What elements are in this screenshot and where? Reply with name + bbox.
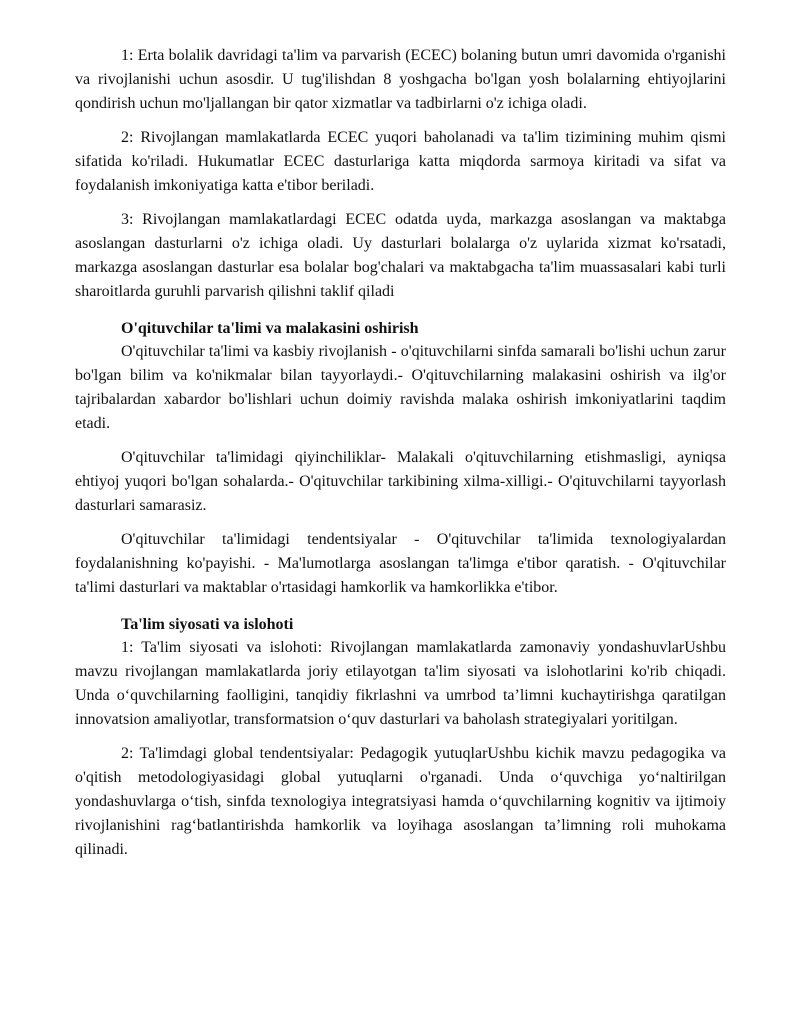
paragraph-teacher-development: O'qituvchilar ta'limi va kasbiy rivojlanish - o'qituvchilarni sinfda samarali bo'lishi uchun zarur bo'lgan bilim va ko'nikmalar bilan tayyorlaydi.- O'qituvchilarning malakasini oshirish va ilg'or tajribalardan xabardor bo'lishlari uchun doimiy ravishda malaka oshirish imkoniyatlarini taqdim etadi. bbox=[75, 343, 726, 432]
paragraph-global-trends: 2: Ta'limdagi global tendentsiyalar: Pedagogik yutuqlarUshbu kichik mavzu pedagogika va o'qitish metodologiyasidagi global yutuqlarni o'rganadi. Unda o‘quvchiga yo‘naltirilgan yondashuvlarga o‘tish, sinfda texnologiya integratsiyasi hamda o‘quvchilarning kognitiv va ijtimoiy rivojlanishini rag‘batlantirishda hamkorlik va loyihaga asoslangan ta’limning roli muhokama qilinadi. bbox=[75, 745, 726, 858]
paragraph-teacher-trends: O'qituvchilar ta'limidagi tendentsiyalar - O'qituvchilar ta'limida texnologiyalardan foydalanishning ko'payishi. - Ma'lumotlarga asoslangan ta'limga e'tibor qaratish. - O'qituvchilar ta'limi dasturlari va maktablar o'rtasidagi hamkorlik va hamkorlikka e'tibor. bbox=[75, 531, 726, 596]
paragraph-ecec-developed-countries: 2: Rivojlangan mamlakatlarda ECEC yuqori baholanadi va ta'lim tizimining muhim qismi sifatida ko'riladi. Hukumatlar ECEC dasturlariga katta miqdorda sarmoya kiritadi va sifat va foydalanish imkoniyatiga katta e'tibor beriladi. bbox=[75, 129, 726, 194]
paragraph-ecec-programs: 3: Rivojlangan mamlakatlardagi ECEC odatda uyda, markazga asoslangan va maktabga asoslangan dasturlarni o'z ichiga oladi. Uy dasturlari bolalarga o'z uylarida xizmat ko'rsatadi, markazga asoslangan dasturlar esa bolalar bog'chalari va maktabgacha ta'lim muassasalari kabi turli sharoitlarda guruhli parvarish qilishni taklif qiladi bbox=[75, 211, 726, 300]
document-page bbox=[75, 44, 726, 872]
heading-education-policy: Ta'lim siyosati va islohoti bbox=[121, 616, 294, 633]
heading-teacher-education: O'qituvchilar ta'limi va malakasini oshirish bbox=[121, 320, 419, 337]
paragraph-teacher-challenges: O'qituvchilar ta'limidagi qiyinchiliklar- Malakali o'qituvchilarning etishmasligi, ayniqsa ehtiyoj yuqori bo'lgan sohalarda.- O'qituvchilar tarkibining xilma-xilligi.- O'qituvchilarni tayyorlash dasturlari samarasiz. bbox=[75, 449, 726, 514]
paragraph-ecec-definition: 1: Erta bolalik davridagi ta'lim va parvarish (ECEC) bolaning butun umri davomida o'rganishi va rivojlanishi uchun asosdir. U tug'ilishdan 8 yoshgacha bo'lgan yosh bolalarning ehtiyojlarini qondirish uchun mo'ljallangan bir qator xizmatlar va tadbirlarni o'z ichiga oladi. bbox=[75, 47, 726, 112]
paragraph-policy-reform: 1: Ta'lim siyosati va islohoti: Rivojlangan mamlakatlarda zamonaviy yondashuvlarUshbu mavzu rivojlangan mamlakatlarda joriy etilayotgan ta'lim siyosati va islohotlarini ko'rib chiqadi. Unda o‘quvchilarning faolligini, tanqidiy fikrlashni va umrbod ta’limni kuchaytirishga qaratilgan innovatsion amaliyotlar, transformatsion o‘quv dasturlari va baholash strategiyalari yoritilgan. bbox=[75, 639, 726, 728]
